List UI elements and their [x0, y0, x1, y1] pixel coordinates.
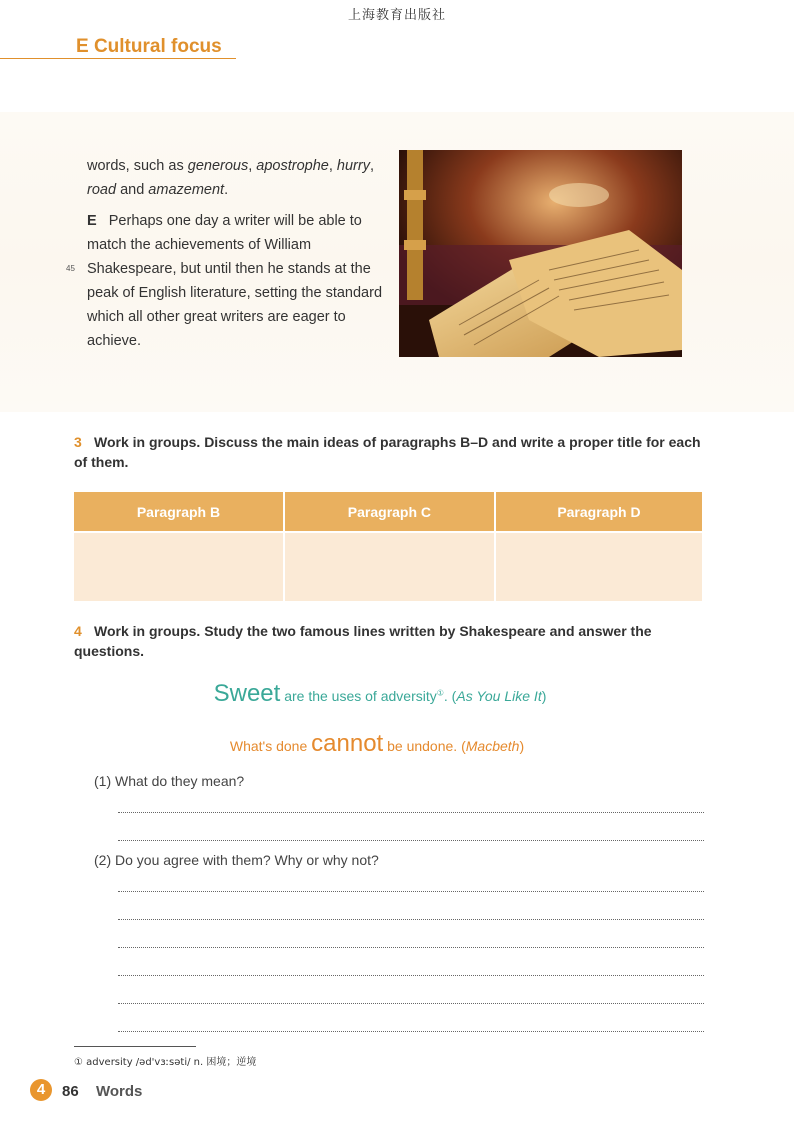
- sub-question-2: (2) Do you agree with them? Why or why not?: [94, 852, 379, 868]
- answer-line[interactable]: [118, 947, 704, 948]
- reading-passage: [87, 154, 387, 360]
- sub-question-1: (1) What do they mean?: [94, 773, 245, 789]
- shakespeare-quote-2: What's done cannot be undone. (Macbeth): [229, 730, 525, 757]
- answer-line[interactable]: [118, 919, 704, 920]
- column-paragraph-b: Paragraph B: [74, 492, 285, 533]
- question-3-text: Work in groups. Discuss the main ideas of paragraphs B–D and write a proper title for each of them.: [74, 434, 701, 470]
- footnote: ① adversity /əd'vɜːsəti/ n. 困境；逆境: [74, 1057, 257, 1068]
- answer-line[interactable]: [118, 840, 704, 841]
- column-paragraph-d: Paragraph D: [496, 492, 702, 533]
- page-number: 86: [62, 1083, 79, 1100]
- unit-badge: 4: [30, 1079, 52, 1101]
- shakespeare-quote-1: Sweet are the uses of adversity①. (As You Like It): [213, 680, 547, 707]
- answer-line[interactable]: [118, 1031, 704, 1032]
- paragraph-e: E Perhaps one day a writer will be able to match the achievements of William Shakespeare, but until then he stands at the peak of English literature, setting the standard which all other great writers are eager to achieve.: [87, 213, 383, 349]
- answer-cell-c[interactable]: [285, 533, 496, 601]
- answer-line[interactable]: [118, 975, 704, 976]
- paragraph-title-table: [74, 492, 702, 601]
- unit-name: Words: [96, 1083, 143, 1100]
- answer-line[interactable]: [118, 891, 704, 892]
- manuscript-photo: [399, 150, 682, 357]
- question-4: [74, 621, 704, 661]
- line-number: 45: [66, 264, 75, 273]
- answer-cell-d[interactable]: [496, 533, 702, 601]
- question-3: [74, 432, 704, 472]
- column-paragraph-c: Paragraph C: [285, 492, 496, 533]
- section-title-rule: [0, 58, 236, 59]
- footnote-rule: [74, 1046, 196, 1047]
- publisher-name: 上海教育出版社: [347, 8, 446, 23]
- question-4-text: Work in groups. Study the two famous lines written by Shakespeare and answer the questions.: [74, 623, 652, 659]
- answer-line[interactable]: [118, 812, 704, 813]
- answer-cell-b[interactable]: [74, 533, 285, 601]
- answer-line[interactable]: [118, 1003, 704, 1004]
- question-3-number: 3: [74, 434, 82, 450]
- question-4-number: 4: [74, 623, 82, 639]
- paragraph-d-end: words, such as generous, apostrophe, hurry, road and amazement.: [87, 158, 374, 198]
- section-title: E Cultural focus: [76, 36, 222, 57]
